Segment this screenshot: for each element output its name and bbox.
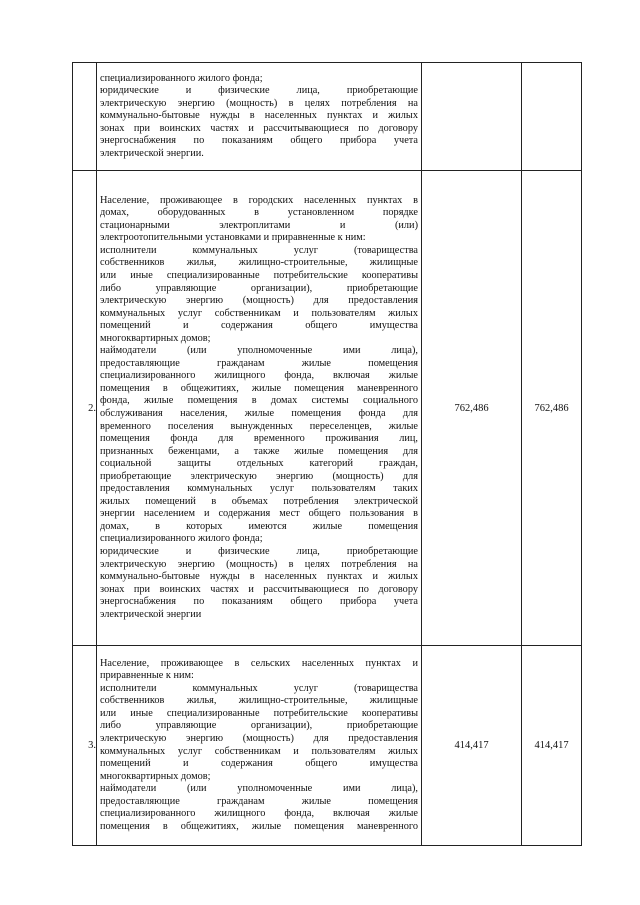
description-line: электрическую энергию (мощность) для предоставления <box>100 295 418 307</box>
description-line: временного поселения вынужденных переселенцев, жилые <box>100 420 418 432</box>
description-line: специализированного жилого фонда; <box>100 72 263 84</box>
description-line: коммунальных услуг собственникам и пользователям жилых <box>100 745 418 757</box>
description-line: юридические и физические лица, приобретающие <box>100 85 418 97</box>
description-line: стационарными электроплитами и (или) <box>100 219 418 231</box>
description-line: электрическую энергию (мощность) в целях потребления на <box>100 558 418 570</box>
description-line: коммунальных услуг собственникам и пользователям жилых <box>100 307 418 319</box>
row-number <box>73 63 97 171</box>
description-line: наймодатели (или уполномоченные ими лица), <box>100 783 418 795</box>
row-description <box>97 171 422 646</box>
description-line: или иные специализированные потребительские кооперативы <box>100 707 418 719</box>
description-line: многоквартирных домов; <box>100 770 211 782</box>
description-line: энергоснабжения по показаниям общего прибора учета <box>100 596 418 608</box>
description-line: собственников жилья, жилищно-строительные, жилищные <box>100 257 418 269</box>
description-line: домах, оборудованных в установленном порядке <box>100 207 418 219</box>
table-row <box>73 171 582 646</box>
table-row <box>73 646 582 846</box>
description-line: предоставляющие гражданам жилые помещения <box>100 357 418 369</box>
row-description <box>97 646 422 846</box>
description-line: юридические и физические лица, приобретающие <box>100 546 418 558</box>
description-line: предоставления коммунальных услуг пользователям таких <box>100 483 418 495</box>
description-line: коммунально-бытовые нужды в населенных пунктах и жилых <box>100 110 418 122</box>
description-line: зонах при воинских частях и рассчитывающиеся по договору <box>100 583 418 595</box>
description-line: электрической энергии. <box>100 147 204 159</box>
description-line: либо управляющие организации), приобретающие <box>100 720 418 732</box>
description-line: обслуживания населения, жилые помещения фонда для <box>100 408 418 419</box>
description-line: специализированного жилищного фонда, включая жилые <box>100 808 418 820</box>
description-line: признанных беженцами, а также жилые помещения для <box>100 445 418 457</box>
description-line: исполнители коммунальных услуг (товарищества <box>100 682 418 694</box>
description-line: помещения в общежитиях, жилые помещения маневренного <box>100 382 418 394</box>
description-line: или иные специализированные потребительские кооперативы <box>100 269 418 281</box>
description-line: энергоснабжения по показаниям общего прибора учета <box>100 135 418 147</box>
description-text <box>97 192 421 625</box>
value-column-2 <box>522 63 582 171</box>
description-line: многоквартирных домов; <box>100 332 211 344</box>
value-column-1 <box>422 63 522 171</box>
description-line: электрическую энергию (мощность) в целях потребления на <box>100 97 418 109</box>
description-line: фонда, жилые помещения в домах системы социального <box>100 395 418 407</box>
description-line: электрической энергии <box>100 608 202 620</box>
description-line: Население, проживающее в сельских населенных пунктах и <box>100 657 418 669</box>
description-line: помещения фонда для временного проживания лиц, <box>100 433 418 445</box>
description-line: энергии населением и содержания мест общего пользования в <box>100 508 418 520</box>
tariff-table-body <box>73 63 582 846</box>
tariff-table <box>72 62 582 846</box>
description-line: домах, в которых имеются жилые помещения <box>100 520 418 532</box>
value-column-2: 762,486 <box>522 171 582 646</box>
description-line: помещений и содержания общего имущества <box>100 320 418 332</box>
description-line: исполнители коммунальных услуг (товарищества <box>100 244 418 256</box>
table-row <box>73 63 582 171</box>
description-line: собственников жилья, жилищно-строительные, жилищные <box>100 695 418 707</box>
description-line: коммунально-бытовые нужды в населенных пунктах и жилых <box>100 571 418 583</box>
description-line: специализированного жилищного фонда, включая жилые <box>100 370 418 382</box>
value-column-2: 414,417 <box>522 646 582 846</box>
value-column-1: 414,417 <box>422 646 522 846</box>
description-text <box>97 70 421 164</box>
description-line: наймодатели (или уполномоченные ими лица), <box>100 345 418 357</box>
description-line: электрическую энергию (мощность) для предоставления <box>100 732 418 744</box>
description-line: жилых помещений в объемах потребления электрической <box>100 495 418 507</box>
description-text <box>97 655 421 837</box>
description-line: либо управляющие организации), приобретающие <box>100 282 418 294</box>
description-line: помещения в общежитиях, жилые помещения маневренного <box>100 820 418 832</box>
description-line: социальной защиты отдельных категорий граждан, <box>100 458 418 470</box>
row-number: 2. <box>73 171 97 646</box>
description-line: помещений и содержания общего имущества <box>100 758 418 770</box>
value-column-1: 762,486 <box>422 171 522 646</box>
description-line: Население, проживающее в городских населенных пунктах в <box>100 194 418 206</box>
description-line: предоставляющие гражданам жилые помещения <box>100 795 418 807</box>
description-line: приобретающие электрическую энергию (мощность) для <box>100 470 418 482</box>
description-line: электроотопительными установками и приравненные к ним: <box>100 232 366 244</box>
row-description <box>97 63 422 171</box>
description-line: специализированного жилого фонда; <box>100 533 263 545</box>
row-number: 3. <box>73 646 97 846</box>
description-line: зонах при воинских частях и рассчитывающиеся по договору <box>100 122 418 134</box>
description-line: приравненные к ним: <box>100 670 194 682</box>
